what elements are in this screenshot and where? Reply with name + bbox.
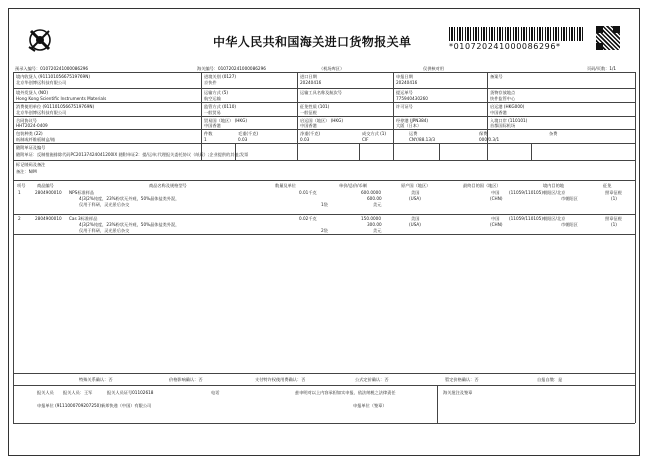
goods-total-price: 600.00 [367, 196, 382, 201]
goods-col-name: 商品名称及规格型号 [149, 183, 187, 188]
origin-country-label: 启运国（地区） (HKG) [300, 118, 344, 123]
customs-no: 海关编号：010720241000086296 [197, 66, 266, 71]
goods-total-price: 300.00 [367, 222, 382, 227]
entry-port-value: 京快件 [204, 80, 217, 85]
deal-label: 成交方式 (1) [362, 131, 387, 136]
goods-spec: 4|3|2%纯度，23%粉状无外观，50%晶体盐类外混， [79, 196, 180, 201]
goods-col-dest: 最终目的国（地区） [463, 183, 501, 188]
price-effect-confirm: 价格影响确认：否 [169, 377, 203, 382]
misc-label: 杂费 [549, 131, 558, 136]
docs-value: 随附单证：反制措施排除代码PC20137424041200IX 随附单证2：提/运单;代理报关委托协议（纸质）;企业提供的其他;发票 [16, 152, 249, 157]
goods-levy: 照章征税 [605, 216, 622, 221]
gross-label: 毛重(千克) [238, 131, 259, 136]
goods-dest: 中国 [491, 190, 500, 195]
goods-qty-unit: 2袋 [321, 228, 328, 233]
goods-name: NPS标准样品 [69, 190, 95, 195]
consumer-value: 北京华创博远科技有限公司 [16, 110, 67, 115]
transit-port-label: 经停港 (JPN384) [396, 118, 429, 123]
levy-label: 征免性质 (101) [300, 104, 330, 109]
goods-code: 2804900010 [35, 216, 62, 221]
goods-levy-code: (1) [611, 222, 617, 227]
public-formula-confirm: 公式定价确认：否 [355, 377, 389, 382]
bill-value: 775940430260 [396, 96, 428, 101]
goods-origin-code: (USA) [409, 222, 421, 227]
freight-value: CNY/88.13/3 [409, 137, 436, 142]
contract-label: 合同协议号 [16, 118, 37, 123]
transport-label: 运输方式 (5) [204, 90, 229, 95]
goods-qty: 0.02千克 [299, 216, 317, 221]
barcode [449, 27, 585, 41]
goods-no: 2 [18, 216, 21, 221]
depart-port-label: 启运港 (HKG000) [490, 104, 525, 109]
phone-label: 电话 [211, 390, 220, 395]
filing-label: 备案号 [490, 74, 503, 79]
goods-col-code: 商品编号 [37, 183, 54, 188]
goods-qty-unit: 1袋 [321, 202, 328, 207]
levy-value: 一般征税 [300, 110, 317, 115]
package-value: 纸制或纤维板制盒/箱 [16, 137, 56, 142]
goods-origin-code: (USA) [409, 196, 421, 201]
shipper-label: 境外发货人 (NO) [16, 90, 48, 95]
net-label: 净重(千克) [300, 131, 321, 136]
goods-qty: 0.01千克 [299, 190, 317, 195]
shipper-value: Hong Kong Scientific Instruments Materials [16, 96, 107, 101]
barcode-text: *010720241000086296* [449, 42, 561, 51]
insurance-value: 000/0.3/1 [479, 137, 500, 142]
goods-note: 仅用于科研，灵光景后杂交 [79, 202, 130, 207]
declare-unit-seal: 申报单位（签章） [353, 403, 387, 408]
goods-no: 1 [18, 190, 21, 195]
customs-emblem-icon [27, 27, 53, 53]
declare-unit: 申报单位 (9111000709207250)新邦快递（中国）有限公司 [37, 403, 152, 408]
goods-unit-price: 600.0000 [361, 190, 381, 195]
self-report: 自报自缴：是 [537, 377, 563, 382]
goods-currency: 美元 [373, 202, 382, 207]
goods-unit-price: 150.0000 [361, 216, 381, 221]
form-title: 中华人民共和国海关进口货物报关单 [213, 35, 412, 49]
import-date-value: 20240416 [300, 80, 322, 85]
pieces-value: 1 [204, 137, 207, 142]
royalty-confirm: 支付特许权使用费确认：否 [255, 377, 306, 382]
docs-label: 随附单证及编号 [16, 145, 46, 150]
storage-value: 快件监管中心 [490, 96, 516, 101]
goods-levy-code: (1) [611, 196, 617, 201]
goods-domestic: (11059/110105)朝阳区/北京 [509, 190, 566, 195]
bill-label: 提运单号 [396, 90, 413, 95]
consignee-value: 北京华创博远科技有限公司 [16, 80, 67, 85]
freight-label: 运费 [409, 131, 418, 136]
import-date-label: 进口日期 [300, 74, 317, 79]
contract-value: HHT2024-0409 [16, 123, 48, 128]
supervision-value: 一般贸易 [204, 110, 221, 115]
insurance-label: 保费 [479, 131, 488, 136]
origin-country-value: 中国香港 [300, 123, 317, 128]
goods-col-no: 项号 [17, 183, 26, 188]
goods-col-qty: 数量及单位 [275, 183, 296, 188]
goods-origin: 美国 [411, 216, 420, 221]
goods-dest-code: (CHN) [490, 222, 503, 227]
supervision-label: 监管方式 (0110) [204, 104, 237, 109]
qr-code [595, 25, 621, 51]
license-label: 许可证号 [396, 104, 413, 109]
goods-domestic: (11059/110105)朝阳区/北京 [509, 216, 566, 221]
goods-spec: 4|3|2%纯度，23%粉状无外观，50%晶体盐类外混， [79, 222, 180, 227]
page-number: 页码/页数：1/1 [587, 66, 617, 71]
vehicle-label: 运输工具名称及航次号 [300, 90, 342, 95]
transport-value: 航空运输 [204, 96, 221, 101]
trade-country-label: 贸易国（地区） (HKG) [204, 118, 248, 123]
goods-domestic-area: 市朝阳区 [561, 196, 578, 201]
special-relation-confirm: 特殊关系确认：否 [79, 377, 113, 382]
goods-col-price: 单价/总价/币制 [339, 183, 367, 188]
goods-col-origin: 原产国（地区） [401, 183, 431, 188]
use-note: 仅供核对用 [423, 66, 444, 71]
storage-label: 货物存放地点 [490, 90, 516, 95]
consumer-label: 消费使用单位 (91110105667519769N) [16, 104, 95, 109]
entry-port-label: 进境关别 (0127) [204, 74, 237, 79]
goods-dest: 中国 [491, 216, 500, 221]
goods-dest-code: (CHN) [490, 196, 503, 201]
consignee-label: 境内收货人 (91110105667519769N) [16, 74, 90, 79]
package-label: 包装种类 (22) [16, 131, 43, 136]
goods-note: 仅用于科研，灵光景后杂交 [79, 228, 130, 233]
net-value: 0.03 [300, 137, 310, 142]
pieces-label: 件数 [204, 131, 213, 136]
declaration-statement: 兹申明对以上内容承担如实申报、依法纳税之法律责任 [295, 390, 396, 395]
customs-declaration-form [8, 8, 640, 456]
provisional-price-confirm: 暂定价格确认：否 [445, 377, 479, 382]
goods-col-levy: 征免 [603, 183, 612, 188]
goods-code: 2804900010 [35, 190, 62, 195]
entry-place-value: 首都国际机场 [490, 123, 516, 128]
declarant-label: 报关人员 [37, 390, 54, 395]
goods-levy: 照章征税 [605, 190, 622, 195]
transit-port-value: 大阪（日本） [396, 123, 422, 128]
declarant-cert: 报关人员证号01102618 [107, 390, 154, 395]
goods-domestic-area: 市朝阳区 [561, 222, 578, 227]
marks-value: 备注：N/M [16, 169, 37, 174]
declare-date-value: 20240416 [396, 80, 418, 85]
declarant-value: 报关人员：王军 [63, 390, 93, 395]
goods-col-domestic: 境内目的地 [543, 183, 564, 188]
deal-value: CIF [362, 137, 369, 142]
gross-value: 0.03 [238, 137, 248, 142]
goods-name: Cas 3标准样品 [69, 216, 98, 221]
pre-entry-no: 预录入编号：010720241000086296 [15, 66, 89, 71]
marks-label: 标记唛码及备注 [16, 162, 46, 167]
entry-place-label: 入境口岸 (110101) [490, 118, 528, 123]
goods-currency: 美元 [373, 228, 382, 233]
declare-date-label: 申报日期 [396, 74, 413, 79]
goods-origin: 美国 [411, 190, 420, 195]
customs-place: （机场库区） [319, 66, 345, 71]
depart-port-value: 中国香港 [490, 110, 507, 115]
customs-remark: 海关批注及签章 [443, 390, 473, 395]
trade-country-value: 中国香港 [204, 123, 221, 128]
